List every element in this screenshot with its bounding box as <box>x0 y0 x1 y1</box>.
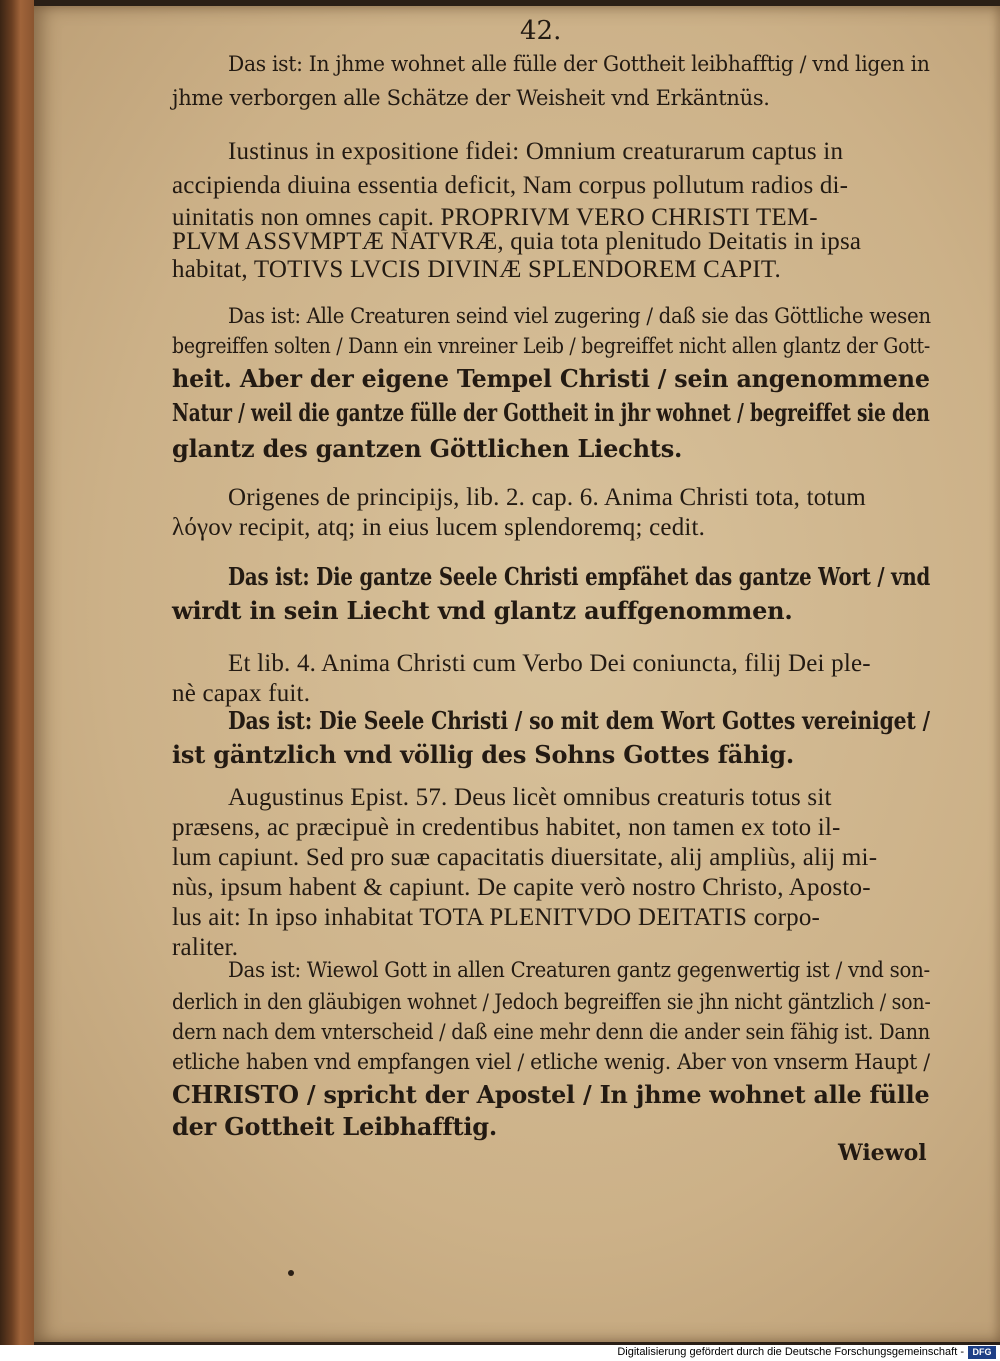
text-line: dern nach dem vnterscheid / daß eine mehr denn die ander sein fähig ist. Dann <box>172 1020 930 1044</box>
text-line: Origenes de principijs, lib. 2. cap. 6. Anima Christi tota, totum <box>228 484 866 511</box>
text-line: etliche haben vnd empfangen viel / etliche wenig. Aber von vnserm Haupt / <box>172 1050 930 1074</box>
text-line: λόγον recipit, atq; in eius lucem splendoremq; cedit. <box>172 514 706 541</box>
text-line: lus ait: In ipso inhabitat TOTA PLENITVDO DEITATIS corpo- <box>172 904 821 931</box>
text-line: nùs, ipsum habent & capiunt. De capite verò nostro Christo, Aposto- <box>172 874 871 901</box>
text-line: der Gottheit Leibhafftig. <box>172 1112 498 1141</box>
ink-speck <box>288 1270 294 1276</box>
text-line: Das ist: Wiewol Gott in allen Creaturen gantz gegenwertig ist / vnd son- <box>228 958 930 982</box>
digitization-footer <box>0 1345 1000 1361</box>
text-line: Et lib. 4. Anima Christi cum Verbo Dei coniuncta, filij Dei ple- <box>228 650 871 677</box>
text-line: Das ist: Alle Creaturen seind viel zugering / daß sie das Göttliche wesen <box>228 304 931 328</box>
dfg-logo: DFG <box>968 1346 996 1359</box>
text-line: accipienda diuina essentia deficit, Nam corpus pollutum radios di- <box>172 172 849 199</box>
text-line: Augustinus Epist. 57. Deus licèt omnibus creaturis totus sit <box>228 784 832 811</box>
catchword: Wiewol <box>838 1140 927 1166</box>
text-line: begreiffen solten / Dann ein vnreiner Leib / begreiffet nicht allen glantz der Gott- <box>172 334 930 358</box>
text-line: lum capiunt. Sed pro suæ capacitatis diuersitate, alij ampliùs, alij mi- <box>172 844 878 871</box>
text-line: jhme verborgen alle Schätze der Weisheit vnd Erkäntnüs. <box>172 86 770 110</box>
text-line: heit. Aber der eigene Tempel Christi / sein angenommene <box>172 364 930 393</box>
text-line: Das ist: In jhme wohnet alle fülle der Gottheit leibhafftig / vnd ligen in <box>228 52 930 76</box>
text-line: Das ist: Die Seele Christi / so mit dem Wort Gottes vereiniget / <box>228 706 930 735</box>
text-line: derlich in den gläubigen wohnet / Jedoch begreiffen sie jhn nicht gäntzlich / son- <box>172 990 931 1014</box>
text-line: wirdt in sein Liecht vnd glantz auffgenommen. <box>172 596 793 625</box>
page-number: 42. <box>520 16 562 46</box>
text-line: PLVM ASSVMPTÆ NATVRÆ, quia tota plenitudo Deitatis in ipsa <box>172 228 862 255</box>
text-line: præsens, ac præcipuè in credentibus habitet, non tamen ex toto il- <box>172 814 841 841</box>
text-line: glantz des gantzen Göttlichen Liechts. <box>172 434 683 463</box>
footer-credit: Digitalisierung gefördert durch die Deutsche Forschungsgemeinschaft - <box>617 1346 964 1358</box>
text-line: Natur / weil die gantze fülle der Gottheit in jhr wohnet / begreiffet sie den <box>172 398 930 427</box>
text-line: Iustinus in expositione fidei: Omnium creaturarum captus in <box>228 138 844 165</box>
text-line: uinitatis non omnes capit. PROPRIVM VERO CHRISTI TEM- <box>172 204 818 231</box>
text-line: Das ist: Die gantze Seele Christi empfähet das gantze Wort / vnd <box>228 562 931 591</box>
page-edge <box>0 0 34 1345</box>
text-line: raliter. <box>172 934 239 961</box>
text-line: habitat, TOTIVS LVCIS DIVINÆ SPLENDOREM CAPIT. <box>172 256 781 283</box>
text-line: ist gäntzlich vnd völlig des Sohns Gottes fähig. <box>172 740 795 769</box>
text-line: CHRISTO / spricht der Apostel / In jhme wohnet alle fülle <box>172 1080 930 1109</box>
text-line: nè capax fuit. <box>172 680 311 707</box>
